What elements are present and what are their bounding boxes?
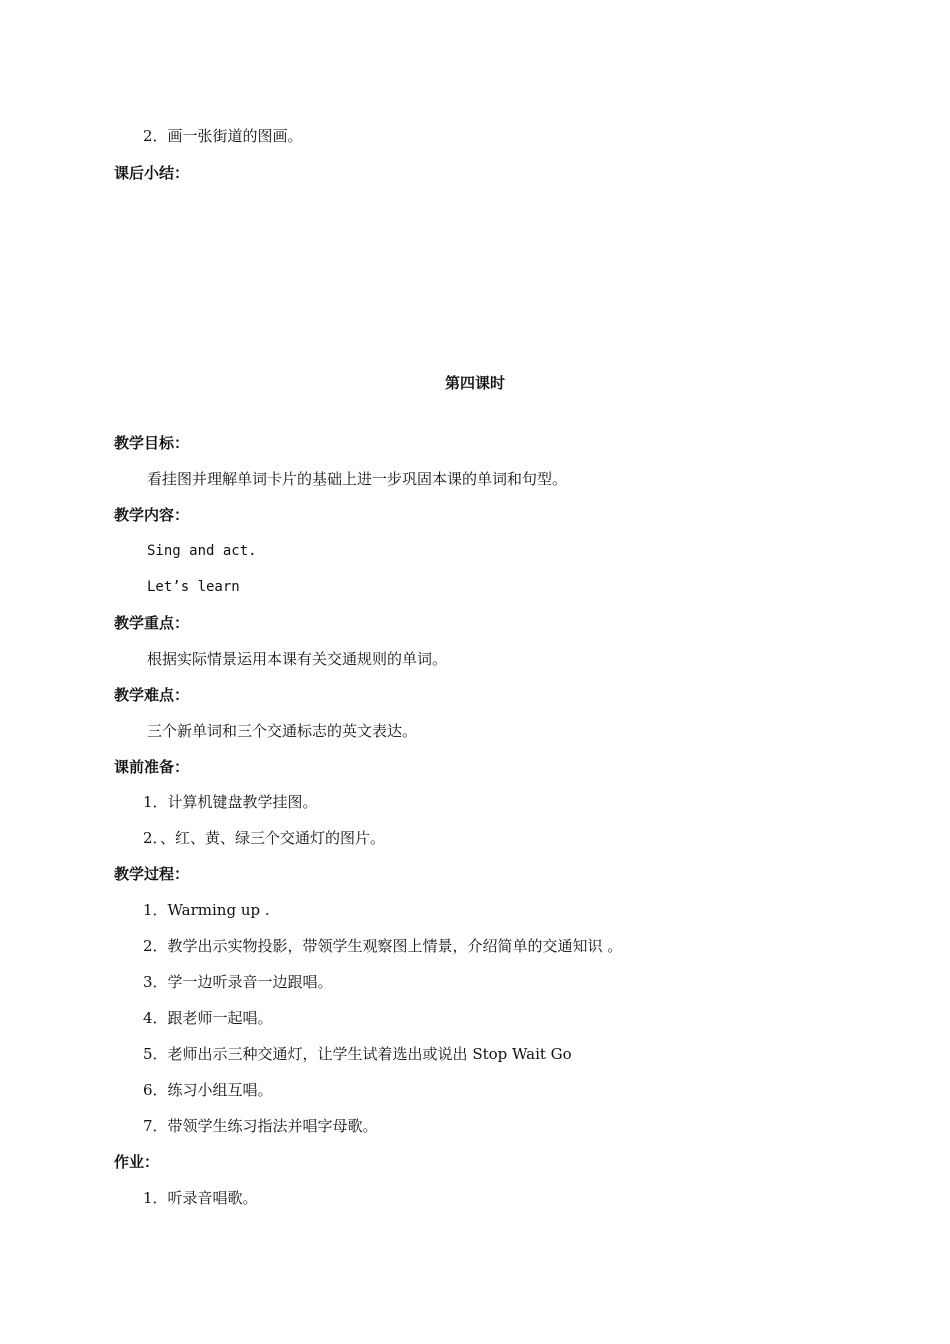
process-item-6: 6．练习小组互唱。 [143, 1081, 273, 1099]
content-item-2: Let’s learn [147, 579, 240, 595]
summary-heading: 课后小结： [114, 164, 190, 182]
process-item-1: 1．Warming up . [143, 901, 270, 919]
prep-item-2: 2．、红、黄、绿三个交通灯的图片。 [143, 829, 386, 847]
process-heading: 教学过程： [114, 865, 190, 883]
process-item-2: 2．教学出示实物投影，带领学生观察图上情景，介绍简单的交通知识 。 [143, 937, 623, 955]
prep-item-1: 1．计算机键盘教学挂图。 [143, 793, 318, 811]
homework-item-1: 1．听录音唱歌。 [143, 1189, 258, 1207]
process-item-3: 3．学一边听录音一边跟唱。 [143, 973, 333, 991]
prev-list-item-2: 2．画一张街道的图画。 [143, 127, 303, 145]
difficulty-text: 三个新单词和三个交通标志的英文表达。 [147, 722, 418, 740]
key-heading: 教学重点： [114, 614, 190, 632]
content-heading: 教学内容： [114, 506, 190, 524]
process-item-5: 5．老师出示三种交通灯，让学生试着选出或说出 Stop Wait Go [143, 1045, 572, 1063]
lesson-title: 第四课时 [444, 374, 505, 392]
key-text: 根据实际情景运用本课有关交通规则的单词。 [147, 650, 448, 668]
process-item-4: 4．跟老师一起唱。 [143, 1009, 273, 1027]
prep-heading: 课前准备： [114, 758, 190, 776]
process-item-7: 7．带领学生练习指法并唱字母歌。 [143, 1117, 378, 1135]
goal-text: 看挂图并理解单词卡片的基础上进一步巩固本课的单词和句型。 [147, 470, 568, 488]
content-item-1: Sing and act. [147, 543, 257, 559]
difficulty-heading: 教学难点： [114, 686, 190, 704]
homework-heading: 作业： [114, 1153, 160, 1171]
goal-heading: 教学目标： [114, 434, 190, 452]
